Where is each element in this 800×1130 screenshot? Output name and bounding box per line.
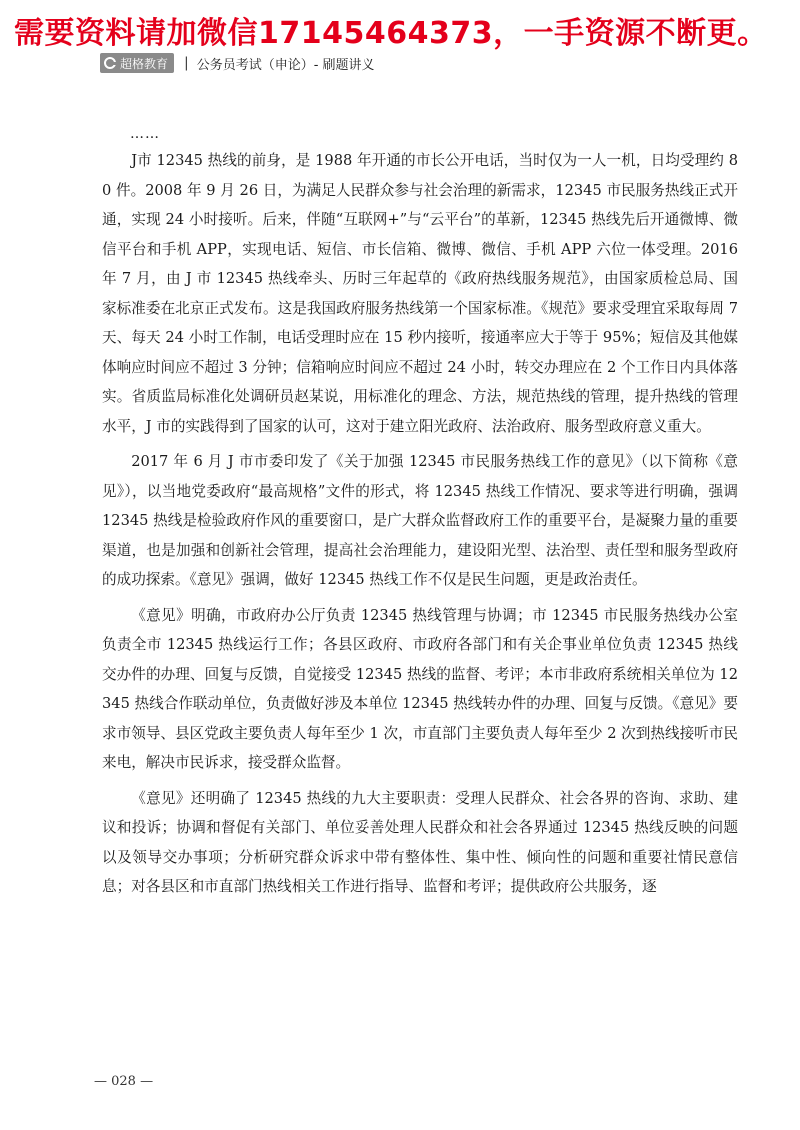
paragraph: 2017 年 6 月 J 市市委印发了《关于加强 12345 市民服务热线工作的意见》（以下简称《意见》），以当地党委政府“最高规格”文件的形式，将 12345 热线工作情况、要求等进行明确，强调 12345 热线是检验政府作风的重要窗口，是广大群众监督政府工作的重要平台，是凝聚力量的重要渠道，也是加强和创新社会管理，提高社会治理能力，建设阳光型、法治型、责任型和服务型政府的成功探索。《意见》强调，做好 12345 热线工作不仅是民生问题，更是政治责任。	[102, 453, 738, 588]
body-text	[102, 146, 738, 908]
logo-g-icon	[104, 57, 116, 69]
paragraph: 《意见》明确，市政府办公厅负责 12345 热线管理与协调；市 12345 市民服务热线办公室负责全市 12345 热线运行工作；各县区政府、市政府各部门和有关企事业单位负责 12345 热线交办件的办理、回复与反馈，自觉接受 12345 热线的监督、考评；本市非政府系统相关单位为 12345 热线合作联动单位，负责做好涉及本单位 12345 热线转办件的办理、回复与反馈。《意见》要求市领导、县区党政主要负责人每年至少 1 次，市直部门主要负责人每年至少 2 次到热线接听市民来电，解决市民诉求，接受群众监督。	[102, 606, 738, 771]
header-separator: |	[184, 55, 189, 71]
paragraph: J市 12345 热线的前身，是 1988 年开通的市长公开电话，当时仅为一人一机，日均受理约 80 件。2008 年 9 月 26 日，为满足人民群众参与社会治理的新需求，12345 市民服务热线正式开通，实现 24 小时接听。后来，伴随“互联网+”与“云平台”的革新，12345 热线先后开通微博、微信平台和手机 APP，实现电话、短信、市长信箱、微博、微信、手机 APP 六位一体受理。2016 年 7 月，由 J 市 12345 热线牵头、历时三年起草的《政府热线服务规范》，由国家质检总局、国家标准委在北京正式发布。这是我国政府服务热线第一个国家标准。《规范》要求受理宜采取每周 7 天、每天 24 小时工作制，电话受理时应在 15 秒内接听，接通率应大于等于 95%；短信及其他媒体响应时间应不超过 3 分钟；信箱响应时间应不超过 24 小时，转交办理应在 2 个工作日内具体落实。省质监局标准化处调研员赵某说，用标准化的理念、方法，规范热线的管理，提升热线的管理水平，J 市的实践得到了国家的认可，这对于建立阳光政府、法治政府、服务型政府意义重大。	[102, 152, 738, 435]
header-title: 公务员考试（申论）- 刷题讲义	[196, 57, 375, 73]
paragraph: 《意见》还明确了 12345 热线的九大主要职责：受理人民群众、社会各界的咨询、求助、建议和投诉；协调和督促有关部门、单位妥善处理人民群众和社会各界通过 12345 热线反映的问题以及领导交办事项；分析研究群众诉求中带有整体性、集中性、倾向性的问题和重要社情民意信息；对各县区和市直部门热线相关工作进行指导、监督和考评；提供政府公共服务，逐	[102, 789, 738, 895]
logo-text: 超格教育	[120, 56, 169, 71]
watermark-banner: 需要资料请加微信17145464373，一手资源不断更。	[14, 16, 768, 51]
omission-ellipsis: ……	[130, 126, 160, 142]
running-header	[100, 52, 375, 74]
publisher-logo	[100, 53, 174, 73]
page-number: — 028 —	[94, 1074, 154, 1089]
